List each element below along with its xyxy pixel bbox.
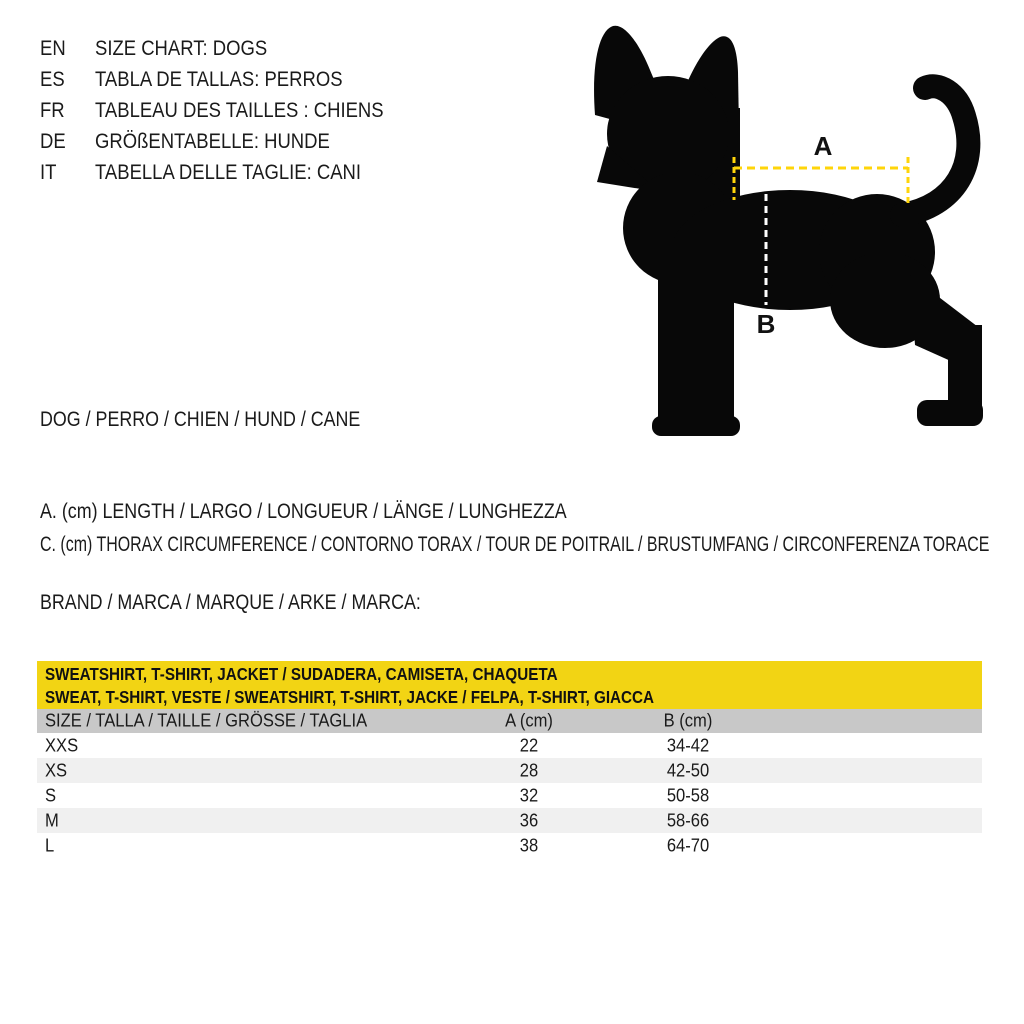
garment-category-band [37,661,982,709]
lang-code: EN [40,36,66,60]
measure-c-caption [40,533,1024,557]
column-header-size: SIZE / TALLA / TAILLE / GRÖSSE / TAGLIA [45,710,368,731]
table-row [37,833,982,858]
lang-code: DE [40,129,66,153]
a-value: 32 [519,785,539,805]
column-header-a: A (cm) [505,710,553,731]
size-value: S [45,785,57,805]
dog-silhouette [594,26,983,436]
b-value: 42-50 [666,760,710,780]
dog-front-foot [652,416,740,436]
animal-caption-text: DOG / PERRO / CHIEN / HUND / CANE [40,408,361,431]
dog-rear-leg [948,325,982,410]
a-value: 28 [519,760,539,780]
a-value: 36 [519,810,539,830]
lang-label: TABLA DE TALLAS: PERROS [95,67,343,91]
table-row [37,783,982,808]
dog-tail [902,86,968,215]
table-row [37,808,982,833]
column-header-b: B (cm) [663,710,713,731]
size-chart-table [37,661,982,858]
size-value: L [45,835,55,855]
lang-code: ES [40,67,65,91]
dog-measurement-diagram [555,0,1015,445]
a-value: 38 [519,835,539,855]
table-row [37,758,982,783]
garment-category-line2: SWEAT, T-SHIRT, VESTE / SWEATSHIRT, T-SHIRT, JACKE / FELPA, T-SHIRT, GIACCA [45,687,655,707]
lang-label: TABLEAU DES TAILLES : CHIENS [95,98,384,122]
lang-row-it [40,157,423,188]
animal-caption [40,408,417,432]
lang-row-es [40,64,423,95]
dog-rear-foot [917,400,983,426]
lang-label: GRÖßENTABELLE: HUNDE [95,129,330,153]
lang-row-en [40,33,423,64]
measurement-label-a: A [813,131,833,161]
lang-label: TABELLA DELLE TAGLIE: CANI [95,160,362,184]
brand-caption [40,591,488,615]
b-value: 64-70 [666,835,710,855]
lang-code: IT [40,160,57,184]
lang-row-fr [40,95,423,126]
b-value: 34-42 [666,735,710,755]
b-value: 58-66 [666,810,710,830]
measure-c-caption-text: C. (cm) THORAX CIRCUMFERENCE / CONTORNO TORAX / TOUR DE POITRAIL / BRUSTUMFANG / CIRCONFERENZA TORACE [40,533,990,556]
table-row [37,733,982,758]
language-title-block [40,33,423,188]
size-value: XS [45,760,68,780]
lang-row-de [40,126,423,157]
size-value: XXS [45,735,79,755]
lang-label: SIZE CHART: DOGS [95,36,268,60]
table-header-row [37,709,982,733]
size-value: M [45,810,59,830]
measure-a-caption [40,500,660,524]
measurement-label-b: B [756,309,776,339]
lang-code: FR [40,98,65,122]
brand-caption-text: BRAND / MARCA / MARQUE / ARKE / MARCA: [40,591,421,614]
measure-a-caption-text: A. (cm) LENGTH / LARGO / LONGUEUR / LÄNGE / LUNGHEZZA [40,500,567,523]
a-value: 22 [519,735,539,755]
dog-front-leg [658,255,734,420]
b-value: 50-58 [666,785,710,805]
garment-category-line1: SWEATSHIRT, T-SHIRT, JACKET / SUDADERA, CAMISETA, CHAQUETA [45,664,558,684]
